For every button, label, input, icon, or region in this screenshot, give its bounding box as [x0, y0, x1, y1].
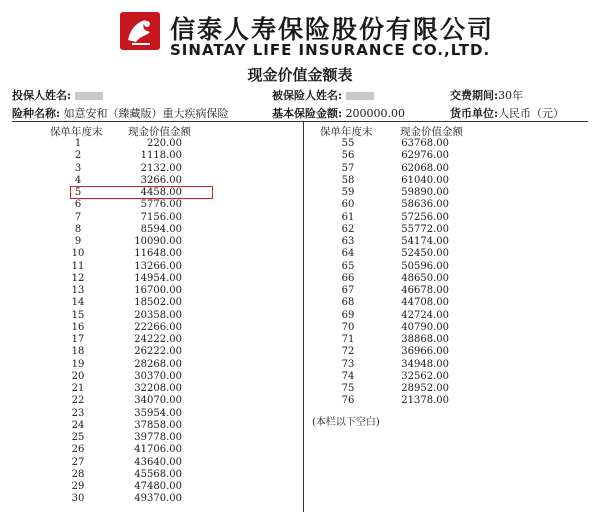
cash-value-cell: 41706.00	[134, 444, 182, 456]
right-year-header: 保单年度末	[320, 126, 373, 138]
cash-value-cell: 43640.00	[134, 456, 182, 468]
year-cell: 56	[341, 150, 355, 162]
cash-value-cell: 62976.00	[401, 150, 449, 162]
cash-value-cell: 28268.00	[134, 358, 182, 370]
year-cell: 70	[341, 321, 355, 333]
table-top-rule	[12, 121, 588, 122]
cash-value-cell: 2132.00	[140, 162, 182, 174]
cash-value-cell: 3266.00	[140, 174, 182, 186]
cash-value-cell: 14954.00	[134, 272, 182, 284]
year-cell: 28	[71, 468, 85, 480]
highlight-box	[70, 186, 213, 199]
cash-value-cell: 58636.00	[401, 199, 449, 211]
cash-value-cell: 13266.00	[134, 260, 182, 272]
cash-value-cell: 63768.00	[401, 138, 449, 149]
currency-value: 人民币（元）	[498, 107, 565, 120]
year-cell: 1	[74, 138, 82, 149]
year-cell: 58	[341, 174, 355, 186]
year-cell: 64	[341, 248, 355, 260]
year-cell: 15	[71, 309, 85, 321]
year-cell: 5	[74, 187, 82, 198]
year-cell: 13	[71, 285, 85, 296]
cash-value-cell: 34948.00	[401, 358, 449, 370]
year-cell: 65	[341, 260, 355, 272]
year-cell: 68	[341, 297, 355, 309]
year-cell: 21	[71, 383, 85, 394]
year-cell: 22	[71, 395, 85, 407]
cash-value-cell: 16700.00	[134, 285, 182, 296]
year-cell: 29	[71, 481, 85, 492]
cash-value-cell: 54174.00	[401, 236, 449, 247]
cash-value-cell: 48650.00	[401, 272, 449, 284]
policyholder-label: 投保人姓名:	[12, 89, 72, 102]
redacted-name	[346, 92, 374, 100]
year-cell: 24	[71, 419, 85, 431]
year-cell: 59	[341, 187, 355, 198]
year-cell: 23	[71, 407, 85, 419]
cash-value-cell: 55772.00	[401, 223, 449, 235]
cash-value-cell: 35954.00	[134, 407, 182, 419]
cash-value-cell: 36966.00	[401, 346, 449, 358]
cash-value-cell: 7156.00	[140, 211, 182, 223]
sum-insured-field	[272, 105, 405, 121]
cash-value-cell: 46678.00	[401, 285, 449, 296]
cash-value-cell: 32208.00	[134, 383, 182, 394]
year-cell: 69	[341, 309, 355, 321]
year-cell: 8	[74, 223, 82, 235]
cash-value-cell: 32562.00	[401, 370, 449, 382]
year-cell: 67	[341, 285, 355, 296]
cash-value-cell: 62068.00	[401, 162, 449, 174]
year-cell: 57	[341, 162, 355, 174]
year-cell: 61	[341, 211, 355, 223]
cash-value-cell: 18502.00	[134, 297, 182, 309]
year-cell: 71	[341, 334, 355, 345]
cash-value-cell: 21378.00	[401, 395, 449, 407]
cash-value-cell: 38868.00	[401, 334, 449, 345]
left-year-header: 保单年度末	[50, 126, 103, 138]
redacted-name	[75, 92, 103, 100]
year-cell: 7	[74, 211, 82, 223]
end-note: (本栏以下空白)	[312, 417, 380, 428]
cash-value-cell: 28952.00	[401, 383, 449, 394]
cash-value-cell: 22266.00	[134, 321, 182, 333]
insured-label: 被保险人姓名:	[272, 89, 343, 102]
cash-value-cell: 30370.00	[134, 370, 182, 382]
cash-value-cell: 50596.00	[401, 260, 449, 272]
pay-period-field	[450, 87, 523, 103]
cash-value-cell: 26222.00	[134, 346, 182, 358]
cash-value-cell: 59890.00	[401, 187, 449, 198]
year-cell: 17	[71, 334, 85, 345]
year-cell: 72	[341, 346, 355, 358]
year-cell: 2	[74, 150, 82, 162]
year-cell: 18	[71, 346, 85, 358]
year-cell: 66	[341, 272, 355, 284]
year-cell: 14	[71, 297, 85, 309]
company-name-cn: 信泰人寿保险股份有限公司	[170, 15, 495, 44]
cash-value-cell: 24222.00	[134, 334, 182, 345]
cash-value-cell: 4458.00	[140, 187, 182, 198]
year-cell: 3	[74, 162, 82, 174]
product-label: 险种名称:	[12, 107, 61, 120]
year-cell: 6	[74, 199, 82, 211]
cash-value-cell: 8594.00	[140, 223, 182, 235]
cash-value-cell: 49370.00	[134, 493, 182, 505]
cash-value-cell: 47480.00	[134, 481, 182, 492]
year-cell: 20	[71, 370, 85, 382]
year-cell: 63	[341, 236, 355, 247]
cash-value-cell: 34070.00	[134, 395, 182, 407]
cash-value-cell: 42724.00	[401, 309, 449, 321]
year-cell: 25	[71, 432, 85, 443]
cash-value-cell: 5776.00	[140, 199, 182, 211]
year-cell: 76	[341, 395, 355, 407]
currency-field	[450, 105, 564, 121]
cash-value-cell: 44708.00	[401, 297, 449, 309]
cash-value-cell: 20358.00	[134, 309, 182, 321]
cash-value-cell: 10090.00	[134, 236, 182, 247]
insured-field	[272, 87, 374, 103]
sum-insured-value: 200000.00	[345, 107, 406, 120]
year-cell: 75	[341, 383, 355, 394]
cash-value-cell: 220.00	[147, 138, 182, 149]
sum-insured-label: 基本保险金额:	[272, 107, 343, 120]
cash-value-cell: 45568.00	[134, 468, 182, 480]
product-field	[12, 105, 229, 121]
year-cell: 26	[71, 444, 85, 456]
cash-value-cell: 11648.00	[134, 248, 182, 260]
pay-period-label: 交费期间:	[450, 89, 499, 102]
year-cell: 27	[71, 456, 85, 468]
cash-value-cell: 57256.00	[401, 211, 449, 223]
cash-value-cell: 37858.00	[134, 419, 182, 431]
year-cell: 60	[341, 199, 355, 211]
year-cell: 10	[71, 248, 85, 260]
year-cell: 19	[71, 358, 85, 370]
year-cell: 74	[341, 370, 355, 382]
product-value: 如意安和（臻藏版）重大疾病保险	[63, 107, 229, 120]
left-value-header: 现金价值金额	[128, 126, 191, 138]
company-logo-icon	[120, 12, 160, 50]
year-cell: 4	[74, 174, 82, 186]
year-cell: 12	[71, 272, 85, 284]
policyholder-field	[12, 87, 103, 103]
cash-value-cell: 40790.00	[401, 321, 449, 333]
year-cell: 11	[71, 260, 85, 272]
year-cell: 30	[71, 493, 85, 505]
year-cell: 16	[71, 321, 85, 333]
year-cell: 73	[341, 358, 355, 370]
cash-value-cell: 39778.00	[134, 432, 182, 443]
company-name-en: SINATAY LIFE INSURANCE CO.,LTD.	[170, 41, 491, 59]
year-cell: 62	[341, 223, 355, 235]
year-cell: 9	[74, 236, 82, 247]
cash-value-cell: 61040.00	[401, 174, 449, 186]
year-cell: 55	[341, 138, 355, 149]
document-title: 现金价值金额表	[247, 66, 353, 84]
pay-period-value: 30年	[498, 89, 524, 102]
right-value-header: 现金价值金额	[400, 126, 463, 138]
column-divider	[303, 122, 304, 512]
cash-value-cell: 1118.00	[140, 150, 182, 162]
cash-value-cell: 52450.00	[401, 248, 449, 260]
currency-label: 货币单位:	[450, 107, 499, 120]
